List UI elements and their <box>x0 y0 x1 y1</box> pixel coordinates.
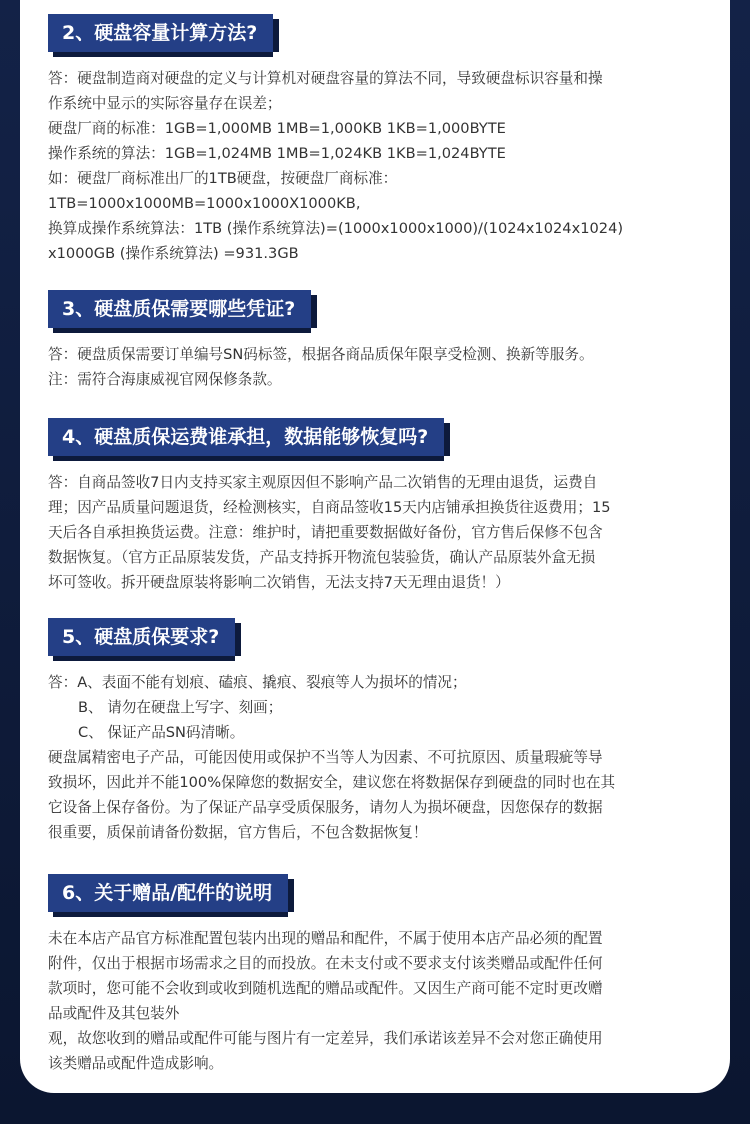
text-line: 款项时，您可能不会收到或收到随机选配的赠品或配件。又因生产商可能不定时更改赠 <box>48 980 603 997</box>
section-heading: 5、硬盘质保要求? <box>48 618 235 656</box>
section-body <box>48 670 728 845</box>
text-line: x1000GB (操作系统算法) =931.3GB <box>48 245 299 262</box>
text-line: 操作系统的算法：1GB=1,024MB 1MB=1,024KB 1KB=1,024BYTE <box>48 145 506 162</box>
section-capacity-calculation <box>48 14 728 266</box>
text-line: 注：需符合海康威视官网保修条款。 <box>48 371 282 388</box>
text-line: 理；因产品质量问题退货，经检测核实，自商品签收15天内店铺承担换货往返费用；15 <box>48 499 611 516</box>
text-line: 品或配件及其包装外 <box>48 1005 180 1022</box>
section-body <box>48 66 728 266</box>
text-line: 换算成操作系统算法：1TB (操作系统算法)=(1000x1000x1000)/(1024x1024x1024) <box>48 220 624 237</box>
text-line: 观，故您收到的赠品或配件可能与图片有一定差异，我们承诺该差异不会对您正确使用 <box>48 1030 603 1047</box>
text-line: 天后各自承担换货运费。注意：维护时，请把重要数据做好备份，官方售后保修不包含 <box>48 524 603 541</box>
section-warranty-requirements <box>48 618 728 845</box>
text-line: B、 请勿在硬盘上写字、刻画； <box>78 699 283 716</box>
text-line: 硬盘属精密电子产品，可能因使用或保护不当等人为因素、不可抗原因、质量瑕疵等导 <box>48 749 603 766</box>
text-line: 数据恢复。（官方正品原装发货，产品支持拆开物流包装验货，确认产品原装外盒无损 <box>48 549 596 566</box>
text-line: 作系统中显示的实际容量存在误差； <box>48 95 282 112</box>
section-heading: 2、硬盘容量计算方法? <box>48 14 273 52</box>
section-body <box>48 470 728 595</box>
section-heading: 6、关于赠品/配件的说明 <box>48 874 288 912</box>
section-body <box>48 926 728 1076</box>
text-line: 附件，仅出于根据市场需求之目的而投放。在未支付或不要求支付该类赠品或配件任何 <box>48 955 603 972</box>
text-line: 致损坏，因此并不能100%保障您的数据安全，建议您在将数据保存到硬盘的同时也在其 <box>48 774 616 791</box>
text-line: 答：A、表面不能有划痕、磕痕、撬痕、裂痕等人为损坏的情况； <box>48 674 467 691</box>
text-line: 1TB=1000x1000MB=1000x1000X1000KB, <box>48 195 361 212</box>
section-gifts-and-accessories <box>48 874 728 1076</box>
text-line: 该类赠品或配件造成影响。 <box>48 1055 224 1072</box>
text-line: 它设备上保存备份。为了保证产品享受质保服务，请勿人为损坏硬盘，因您保存的数据 <box>48 799 603 816</box>
text-line: 如：硬盘厂商标准出厂的1TB硬盘，按硬盘厂商标准： <box>48 170 398 187</box>
text-line: 答：硬盘质保需要订单编号SN码标签，根据各商品质保年限享受检测、换新等服务。 <box>48 346 594 363</box>
text-line: 坏可签收。拆开硬盘原装将影响二次销售，无法支持7天无理由退货！） <box>48 574 510 591</box>
section-shipping-and-data-recovery <box>48 418 728 595</box>
section-heading: 3、硬盘质保需要哪些凭证? <box>48 290 311 328</box>
section-body <box>48 342 728 392</box>
text-line: 很重要，质保前请备份数据，官方售后，不包含数据恢复！ <box>48 824 428 841</box>
section-heading: 4、硬盘质保运费谁承担，数据能够恢复吗? <box>48 418 444 456</box>
text-line: C、 保证产品SN码清晰。 <box>78 724 245 741</box>
text-line: 答：自商品签收7日内支持买家主观原因但不影响产品二次销售的无理由退货，运费自 <box>48 474 598 491</box>
text-line: 答：硬盘制造商对硬盘的定义与计算机对硬盘容量的算法不同，导致硬盘标识容量和操 <box>48 70 603 87</box>
content-card <box>20 0 730 1093</box>
section-warranty-documents <box>48 290 728 392</box>
text-line: 硬盘厂商的标准：1GB=1,000MB 1MB=1,000KB 1KB=1,000BYTE <box>48 120 506 137</box>
text-line: 未在本店产品官方标准配置包装内出现的赠品和配件，不属于使用本店产品必须的配置 <box>48 930 603 947</box>
